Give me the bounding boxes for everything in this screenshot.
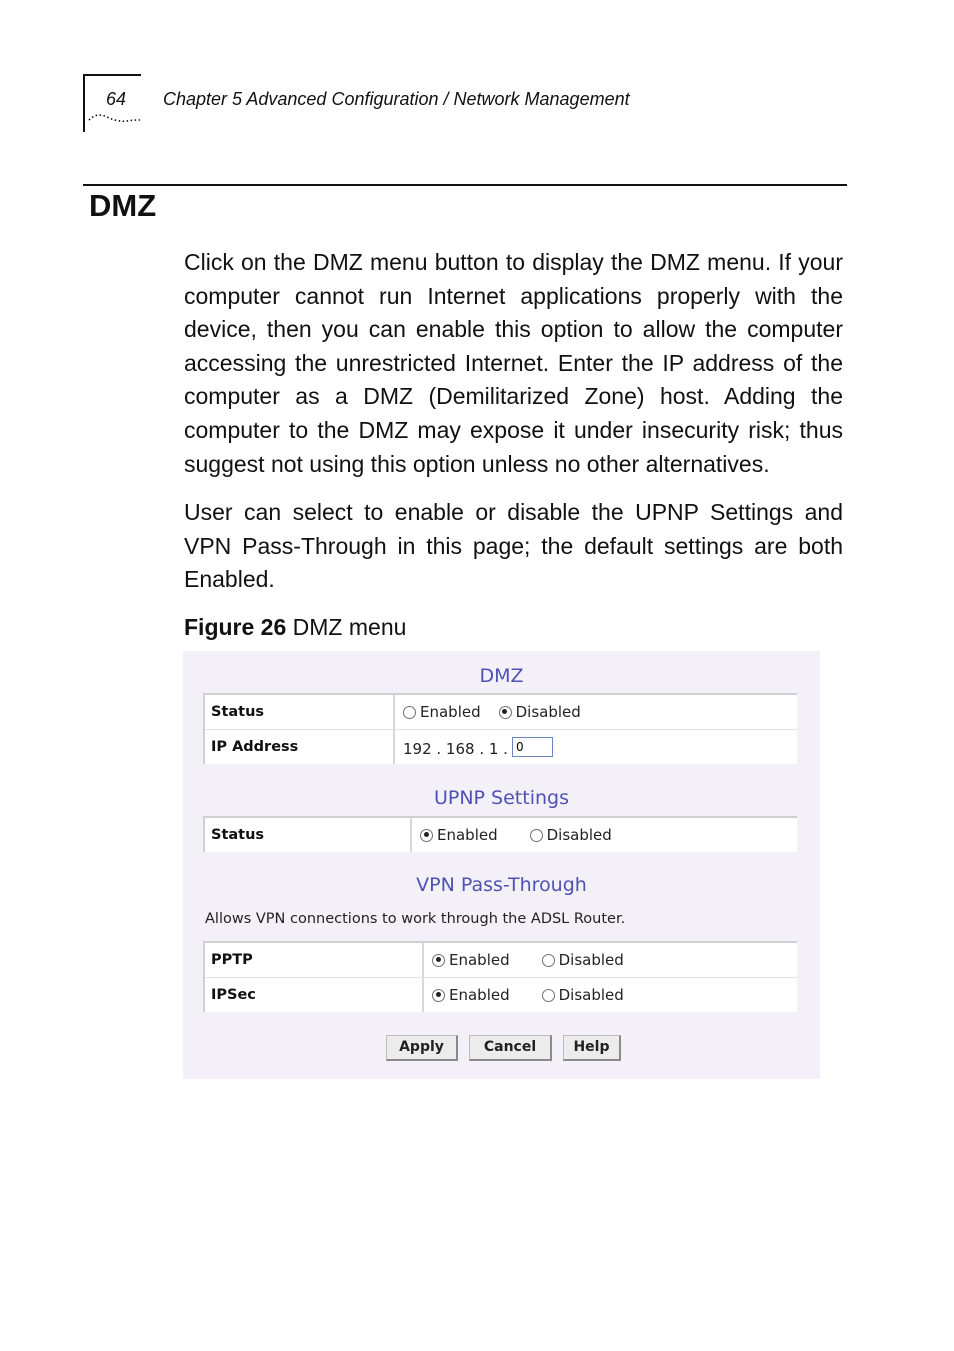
radio-on-icon (420, 829, 433, 842)
dmz-enabled-label: Enabled (420, 703, 481, 721)
radio-off-icon (542, 954, 555, 967)
dmz-enabled-radio[interactable] (403, 703, 481, 721)
upnp-status-options (412, 818, 797, 852)
ipsec-enabled-label: Enabled (449, 986, 510, 1004)
figure-caption-text: DMZ menu (292, 614, 407, 640)
dotted-curve-decoration (87, 112, 143, 126)
ipsec-enabled-radio[interactable] (432, 986, 510, 1004)
ipsec-disabled-radio[interactable] (542, 986, 624, 1004)
radio-off-icon (403, 706, 416, 719)
vpn-note: Allows VPN connections to work through the ADSL Router. (205, 911, 626, 927)
section-rule (83, 184, 847, 186)
paragraph-intro: Click on the DMZ menu button to display the DMZ menu. If your computer cannot run Internet applications properly with the device, then you can enable this option to allow the computer accessing the unrestricted Internet. Enter the IP address of the computer as a DMZ (Demilitarized Zone) host. Adding the computer to the DMZ may expose it under insecurity risk; thus suggest not using this option unless no other alternatives. (184, 249, 843, 477)
dmz-settings-panel (183, 651, 820, 1079)
paragraph-upnp-vpn: User can select to enable or disable the UPNP Settings and VPN Pass-Through in this page; the default settings are both Enabled. (184, 499, 843, 593)
upnp-enabled-radio[interactable] (420, 826, 498, 844)
button-bar (183, 1035, 820, 1061)
pptp-row (205, 943, 797, 978)
vpn-section-title: VPN Pass-Through (416, 874, 587, 896)
upnp-table (203, 816, 797, 852)
pptp-options (424, 943, 797, 977)
upnp-disabled-label: Disabled (546, 826, 612, 844)
ipsec-row (205, 978, 797, 1012)
dmz-ip-value (395, 730, 797, 764)
ipsec-label: IPSec (205, 978, 424, 1012)
dmz-status-row (205, 695, 797, 730)
help-button[interactable]: Help (563, 1035, 621, 1061)
pptp-enabled-radio[interactable] (432, 951, 510, 969)
upnp-status-row (205, 818, 797, 852)
pptp-label: PPTP (205, 943, 424, 977)
upnp-status-label: Status (205, 818, 412, 852)
upnp-enabled-label: Enabled (437, 826, 498, 844)
cancel-button[interactable]: Cancel (469, 1035, 552, 1061)
ipsec-options (424, 978, 797, 1012)
dmz-section-title: DMZ (479, 665, 524, 687)
apply-button[interactable]: Apply (386, 1035, 458, 1061)
upnp-section-title: UPNP Settings (433, 787, 569, 809)
ipsec-disabled-label: Disabled (558, 986, 624, 1004)
radio-on-icon (432, 989, 445, 1002)
pptp-disabled-radio[interactable] (542, 951, 624, 969)
radio-off-icon (530, 829, 543, 842)
upnp-disabled-radio[interactable] (530, 826, 612, 844)
pptp-enabled-label: Enabled (449, 951, 510, 969)
section-title: DMZ (89, 188, 157, 223)
dmz-table (203, 693, 797, 764)
pptp-disabled-label: Disabled (558, 951, 624, 969)
figure-label: Figure 26 (184, 614, 287, 640)
vpn-table (203, 941, 797, 1012)
figure-caption (184, 614, 406, 641)
dmz-ip-label: IP Address (205, 730, 395, 764)
page-number: 64 (106, 89, 127, 109)
radio-on-icon (432, 954, 445, 967)
dmz-disabled-radio[interactable] (499, 703, 581, 721)
dmz-disabled-label: Disabled (515, 703, 581, 721)
dmz-ip-row (205, 730, 797, 764)
chapter-heading: Chapter 5 Advanced Configuration / Network Management (163, 89, 630, 109)
radio-off-icon (542, 989, 555, 1002)
dmz-status-options (395, 695, 797, 729)
ip-prefix: 192 . 168 . 1 . (403, 740, 508, 758)
dmz-status-label: Status (205, 695, 395, 729)
ip-last-octet-input[interactable] (512, 737, 553, 757)
radio-on-icon (499, 706, 512, 719)
